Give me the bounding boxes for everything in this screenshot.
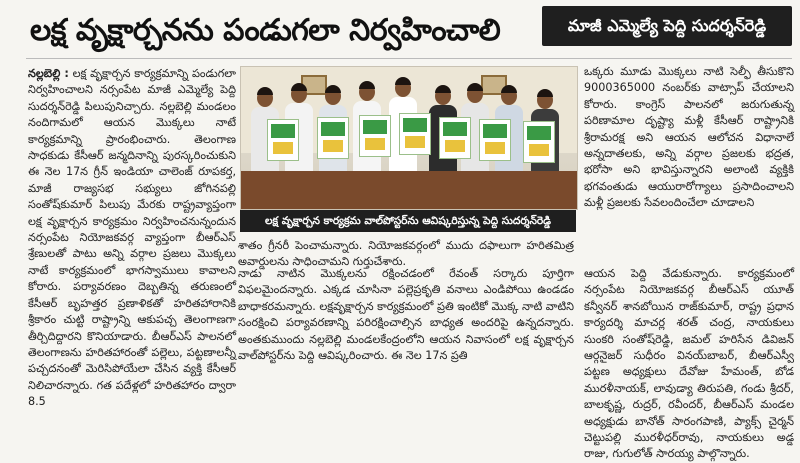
news-photo xyxy=(240,66,578,210)
article-column-right-bottom xyxy=(584,266,794,461)
wall-poster xyxy=(439,117,471,159)
wall-poster xyxy=(267,119,299,161)
headline: లక్ష వృక్షార్చనను పండుగలా నిర్వహించాలి xyxy=(30,13,501,48)
dateline: నల్లబెల్లి : xyxy=(28,67,69,80)
headline-rule xyxy=(26,58,792,59)
article-text-middle: నాడు నాటిన మొక్కలను రక్షించడంలో రేవంత్ సర్కారు పూర్తిగా విఫలమైందన్నారు. ఎక్కడ చూసినా పల్లెప్రకృతి వనాలు ఎండిపోయి ఉండడం బాధాకరమన్నారు. లక్షవృక్షార్చన కార్యక్రమంలో ప్రతి ఇంటికో మొక్క నాటి వాటిని సంరక్షించి పర్యావరణాన్ని పరిరక్షించాల్సిన బాధ్యత అందరిపై ఉన్నదన్నారు. అంతకుముందు నల్లబెల్లి మండలకేంద్రంలోని ఆయన నివాసంలో లక్ష వృక్షార్చన వాల్‌పోస్టర్‌ను పెద్ది ఆవిష్కరించారు. ఈ నెల 17న ప్రతి xyxy=(238,267,574,363)
article-column-right-top xyxy=(584,64,794,260)
article-text-right-bottom: ఆయన పెద్ది వేడుకున్నారు. కార్యక్రమంలో నర్సంపేట నియోజకవర్గ బీఆర్ఎస్ యూత్ కన్వీనర్ శానబోయిన రాజ్‌కుమార్, రాష్ట్ర ప్రధాన కార్యదర్శి మాచర్ల శరత్ చంద్ర, నాయకులు సుంకరి సంతోష్‌రెడ్డి, జమల్ హరిసేన డివిజన్ ఆర్గనైజర్ సుధీరం వినయ్‌బాబర్, బీఆర్ఎస్వీ పట్టణ అధ్యక్షులు దేవోజు హేమంత్, బోడ మురళీనాయక్, లావుడ్యా తిరుపతి, గండు శ్రీదర్, బాలకృష్ణ, రుద్రర్, రవీందర్, బీఆర్ఎస్ మండల అధ్యక్షుడు బానోత్ సారంగపాణి, ప్యాక్స్ చైర్మన్ చెట్టుపల్లి మురళీధర్‌రావు, నాయకులు అడ్డ రాజు, గుగులోత్ సారయ్య పాల్గొన్నారు. xyxy=(584,267,794,461)
wall-poster xyxy=(523,121,555,163)
article-column-middle-top xyxy=(238,238,574,269)
article-column-middle xyxy=(238,266,574,446)
article-column-left xyxy=(28,66,236,446)
wall-poster xyxy=(479,119,511,161)
article-text-middle-top: శాతం గ్రీనరీ పెంచామన్నారు. నియోజకవర్గంలో ముదు దఫాలుగా హరితమిత్ర అవార్డులను సాధించామని గుర్తుచేశారు. xyxy=(238,239,574,269)
kicker-banner: మాజీ ఎమ్మెల్యే పెద్ది సుదర్శన్‌రెడ్డి xyxy=(542,6,792,46)
photo-caption: లక్ష వృక్షార్చన కార్యక్రమ వాల్‌పోస్టర్‌ను ఆవిష్కరిస్తున్న పెద్ది సుదర్శన్‌రెడ్డి xyxy=(240,210,576,232)
photo-table xyxy=(241,171,577,209)
article-text-right-top: ఒక్కరు మూడు మొక్కలు నాటి సెల్ఫీ తీసుకొని 9000365000 నంబర్‌కు వాట్సాప్ చేయాలని కోరారు. కాంగ్రెస్ పాలనలో జరుగుతున్న పరిణామాల దృష్ట్యా మళ్లీ కేసీఆర్ రాష్ట్రానికి శ్రీరామరక్ష అని ఆయన ఆలోచన విధానాలే అన్నదాతలకు, అన్ని వర్గాల ప్రజలకు భద్రత, భరోసా అని భావిస్తున్నారని అలాంటి వ్యక్తికి భగవంతుడు ఆయురారోగ్యాలు ప్రసాదించాలని మళ్లీ ప్రజలకు సేవలందించేలా చూడాలని xyxy=(584,65,794,210)
wall-poster xyxy=(359,115,391,157)
wall-poster xyxy=(317,117,349,159)
wall-poster xyxy=(399,113,431,155)
article-text-left: లక్ష వృక్షార్చన కార్యక్రమాన్ని పండుగలా నిర్వహించాలని నర్సంపేట మాజీ ఎమ్మెల్యే పెద్ది సుదర్శన్‌రెడ్డి పిలుపునిచ్చారు. నల్లబెల్లి మండలం నందిగామలో ఆయన మొక్కలు నాటే కార్యక్రమాన్ని ప్రారంభించారు. తెలంగాణ సాధకుడు కేసీఆర్ జన్మదినాన్ని పురస్కరించుకుని ఈ నెల 17న గ్రీన్ ఇండియా చాలెంజ్ రూపకర్త, మాజీ రాజ్యసభ సభ్యులు జోగినపల్లి సంతోష్‌కుమార్ పిలుపు మేరకు రాష్ట్రవ్యాప్తంగా లక్ష వృక్షార్చన కార్యక్రమం నిర్వహించనున్నందున నర్సంపేట నియోజకవర్గ వ్యాప్తంగా బీఆర్ఎస్ శ్రేణులతో పాటు అన్ని వర్గాల ప్రజలు మొక్కలు నాటే కార్యక్రమంలో భాగస్వాములు కావాలని కోరారు. పర్యావరణం దెబ్బతిన్న తరుణంలో కేసీఆర్ బృహత్తర ప్రణాళికతో హరితహారానికి శ్రీకారం చుట్టి రాష్ట్రాన్ని ఆకుపచ్చ తెలంగాణగా తీర్చిదిద్దారని కొనియాడారు. బీఆర్ఎస్ పాలనలో తెలంగాణను హరితహారంతో పల్లెలు, పట్టణాలన్నీ పచ్చదనంతో మెరిసిపోయేలా చేసిన వ్యక్తి కేసీఆర్ నిలిచారన్నారు. గత పదేళ్లలో హరితహారం ద్వారా 8.5 xyxy=(28,67,236,409)
